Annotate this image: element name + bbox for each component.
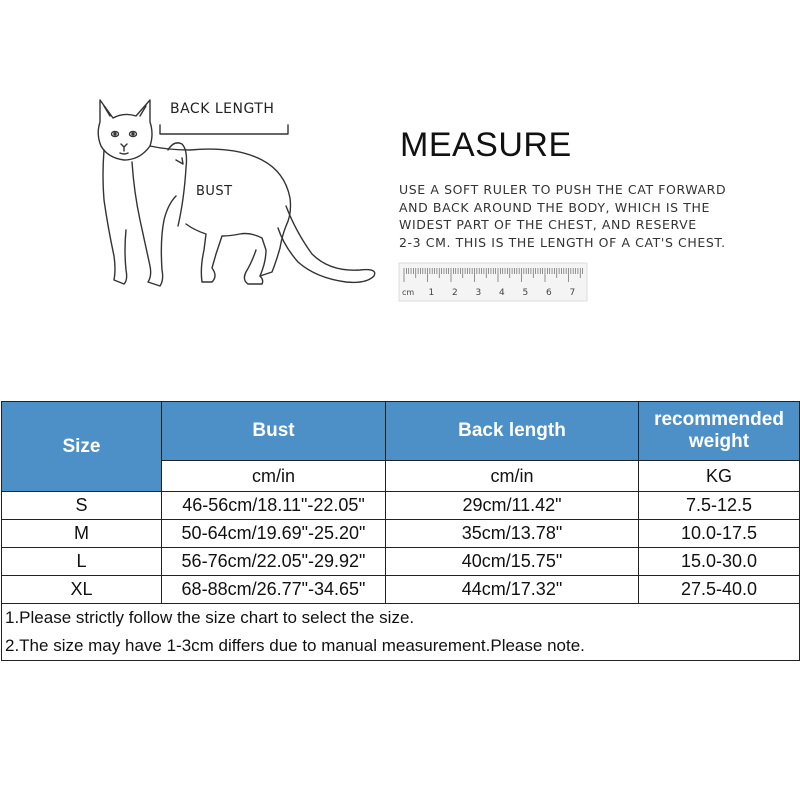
cell-bust: 56-76cm/22.05"-29.92" <box>162 548 386 576</box>
cell-size: M <box>2 520 162 548</box>
ruler-image <box>398 262 588 302</box>
cat-body <box>150 146 291 282</box>
cat-tail <box>278 206 375 282</box>
cell-bust: 50-64cm/19.69"-25.20" <box>162 520 386 548</box>
header-weight-line2: weight <box>688 431 750 452</box>
note-line: 1.Please strictly follow the size chart to select the size. <box>2 604 800 633</box>
unit-bust: cm/in <box>162 461 386 492</box>
cell-weight: 27.5-40.0 <box>639 576 800 604</box>
cell-size: L <box>2 548 162 576</box>
instruction-line: WIDEST PART OF THE CHEST, AND RESERVE <box>399 217 697 232</box>
table-row <box>2 576 800 604</box>
bust-label: BUST <box>196 184 233 199</box>
instruction-line: 2-3 CM. THIS IS THE LENGTH OF A CAT'S CHEST. <box>399 234 726 250</box>
header-weight-line1: recommended <box>654 409 784 430</box>
header-back-length: Back length <box>386 402 639 461</box>
cell-back-length: 44cm/17.32" <box>386 576 639 604</box>
back-length-label: BACK LENGTH <box>170 101 275 117</box>
cell-back-length: 40cm/15.75" <box>386 548 639 576</box>
cell-bust: 68-88cm/26.77"-34.65" <box>162 576 386 604</box>
cell-bust: 46-56cm/18.11"-22.05" <box>162 492 386 520</box>
back-length-bracket <box>160 125 288 134</box>
cell-weight: 15.0-30.0 <box>639 548 800 576</box>
table-row <box>2 492 800 520</box>
instruction-line: AND BACK AROUND THE BODY, WHICH IS THE <box>399 199 710 215</box>
cell-back-length: 35cm/13.78" <box>386 520 639 548</box>
measure-title: MEASURE <box>400 126 572 164</box>
ruler-number: 1 <box>428 288 435 298</box>
table-row <box>2 548 800 576</box>
cell-size: XL <box>2 576 162 604</box>
bust-tape <box>168 143 187 226</box>
ruler-number: 7 <box>569 288 576 298</box>
size-chart-table <box>1 401 800 661</box>
ruler-number: 5 <box>522 288 529 298</box>
measure-instructions <box>399 181 789 251</box>
unit-weight: KG <box>639 461 800 492</box>
cell-weight: 7.5-12.5 <box>639 492 800 520</box>
cell-weight: 10.0-17.5 <box>639 520 800 548</box>
table-row <box>2 520 800 548</box>
note-line: 2.The size may have 1-3cm differs due to manual measurement.Please note. <box>2 632 800 661</box>
header-weight <box>639 402 800 461</box>
unit-back-length: cm/in <box>386 461 639 492</box>
ruler-number: 3 <box>475 288 482 298</box>
header-size: Size <box>2 402 162 492</box>
ruler-unit: cm <box>402 288 415 297</box>
cell-size: S <box>2 492 162 520</box>
ruler-number: 2 <box>452 288 458 298</box>
ruler-number: 6 <box>546 288 552 298</box>
cell-back-length: 29cm/11.42" <box>386 492 639 520</box>
header-bust: Bust <box>162 402 386 461</box>
instruction-line: USE A SOFT RULER TO PUSH THE CAT FORWARD <box>399 182 727 197</box>
ruler-number: 4 <box>499 288 505 298</box>
